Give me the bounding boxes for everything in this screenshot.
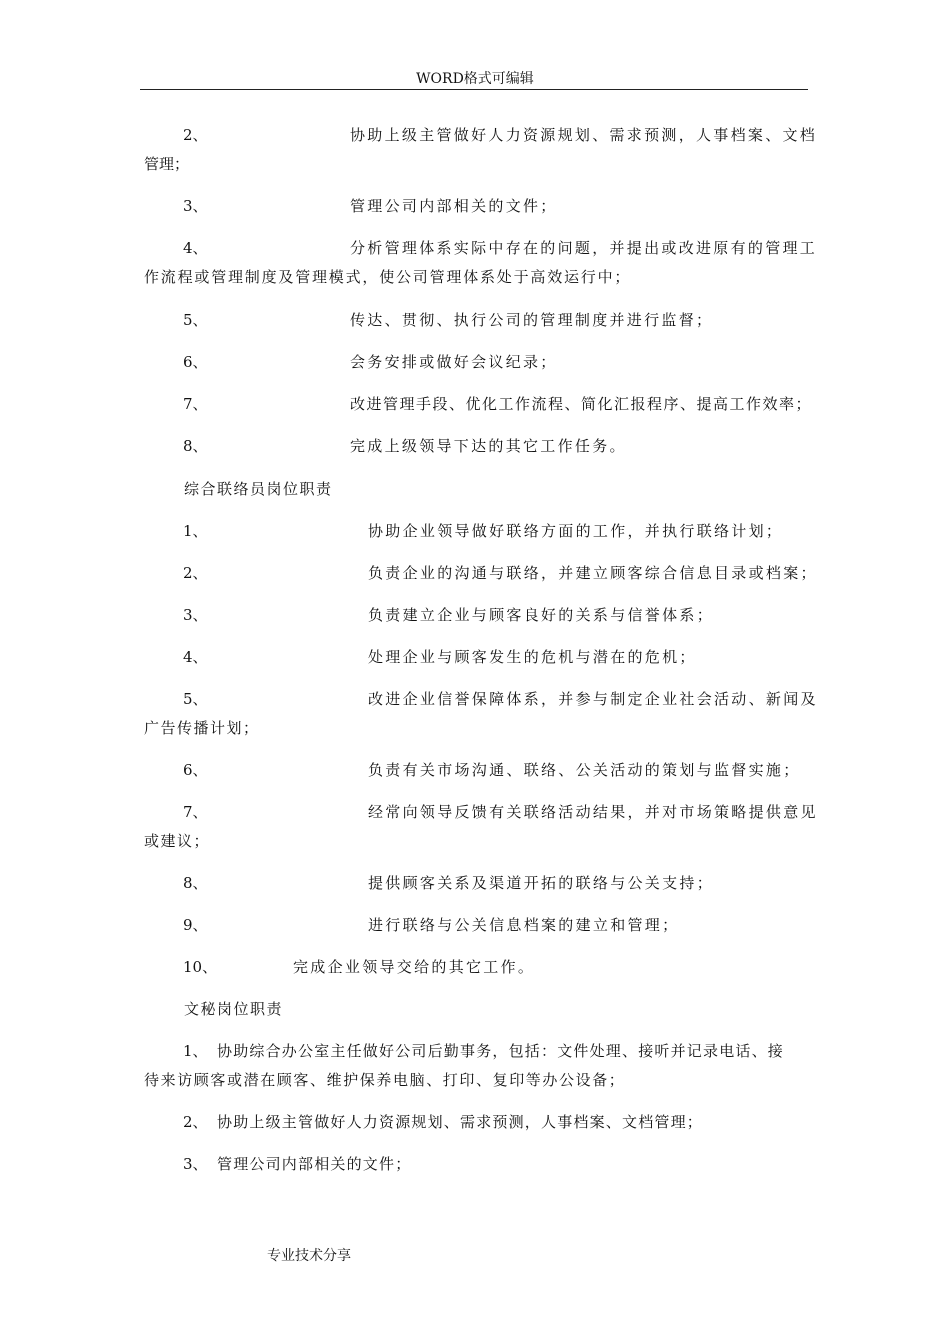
section-heading-liaison: 综合联络员岗位职责: [184, 480, 333, 498]
item-text: 负责有关市场沟通、联络、公关活动的策划与监督实施；: [368, 761, 801, 779]
list-item: [0, 1039, 950, 1099]
item-text-continuation: 或建议；: [144, 832, 211, 850]
item-number: 4、: [183, 239, 208, 257]
list-item: [0, 236, 950, 296]
item-number: 6、: [183, 353, 208, 371]
item-text: 负责建立企业与顾客良好的关系与信誉体系；: [368, 606, 715, 624]
item-number: 2、: [183, 564, 208, 582]
item-text: 提供顾客关系及渠道开拓的联络与公关支持；: [368, 874, 715, 892]
item-number: 10、: [183, 958, 218, 976]
section-heading-secretary: 文秘岗位职责: [184, 1000, 284, 1018]
page-footer: 专业技术分享: [267, 1248, 351, 1264]
item-text: 负责企业的沟通与联络，并建立顾客综合信息目录或档案；: [368, 564, 818, 582]
item-number: 7、: [183, 803, 208, 821]
item-text: 协助上级主管做好人力资源规划、需求预测，人事档案、文档管理；: [217, 1113, 704, 1131]
item-number: 9、: [183, 916, 208, 934]
item-text: 管理公司内部相关的文件；: [350, 197, 558, 215]
item-number: 2、: [183, 1113, 208, 1131]
item-text: 协助综合办公室主任做好公司后勤事务，包括：文件处理、接听并记录电话、接: [217, 1042, 785, 1060]
item-number: 7、: [183, 395, 208, 413]
item-text: 协助企业领导做好联络方面的工作，并执行联络计划；: [368, 522, 784, 540]
item-number: 3、: [183, 1155, 208, 1173]
item-number: 2、: [183, 126, 208, 144]
item-text: 进行联络与公关信息档案的建立和管理；: [368, 916, 680, 934]
item-number: 1、: [183, 1042, 208, 1060]
item-text: 传达、贯彻、执行公司的管理制度并进行监督；: [350, 311, 714, 329]
item-text: 分析管理体系实际中存在的问题，并提出或改进原有的管理工: [350, 239, 818, 257]
item-text: 管理公司内部相关的文件；: [217, 1155, 412, 1173]
item-text-continuation: 广告传播计划；: [144, 719, 260, 737]
item-text: 处理企业与顾客发生的危机与潜在的危机；: [368, 648, 697, 666]
item-number: 1、: [183, 522, 208, 540]
item-text-continuation: 待来访顾客或潜在顾客、维护保养电脑、打印、复印等办公设备；: [144, 1071, 626, 1089]
item-text: 改进管理手段、优化工作流程、简化汇报程序、提高工作效率；: [350, 395, 813, 413]
item-number: 8、: [183, 874, 208, 892]
item-text: 经常向领导反馈有关联络活动结果，并对市场策略提供意见: [368, 803, 818, 821]
page-header: WORD格式可编辑: [416, 71, 534, 87]
item-number: 3、: [183, 606, 208, 624]
list-item: [0, 123, 950, 183]
list-item: [0, 687, 950, 747]
item-number: 8、: [183, 437, 208, 455]
item-number: 5、: [183, 311, 208, 329]
item-number: 5、: [183, 690, 208, 708]
item-text-continuation: 管理；: [144, 155, 190, 173]
item-text: 完成上级领导下达的其它工作任务。: [350, 437, 627, 455]
item-text: 完成企业领导交给的其它工作。: [293, 958, 536, 976]
item-number: 3、: [183, 197, 208, 215]
item-number: 4、: [183, 648, 208, 666]
item-number: 6、: [183, 761, 208, 779]
item-text: 改进企业信誉保障体系，并参与制定企业社会活动、新闻及: [368, 690, 818, 708]
item-text-continuation: 作流程或管理制度及管理模式，使公司管理体系处于高效运行中；: [144, 268, 632, 286]
list-item: [0, 800, 950, 860]
item-text: 会务安排或做好会议纪录；: [350, 353, 558, 371]
item-text: 协助上级主管做好人力资源规划、需求预测，人事档案、文档: [350, 126, 818, 144]
header-divider: [140, 89, 808, 90]
